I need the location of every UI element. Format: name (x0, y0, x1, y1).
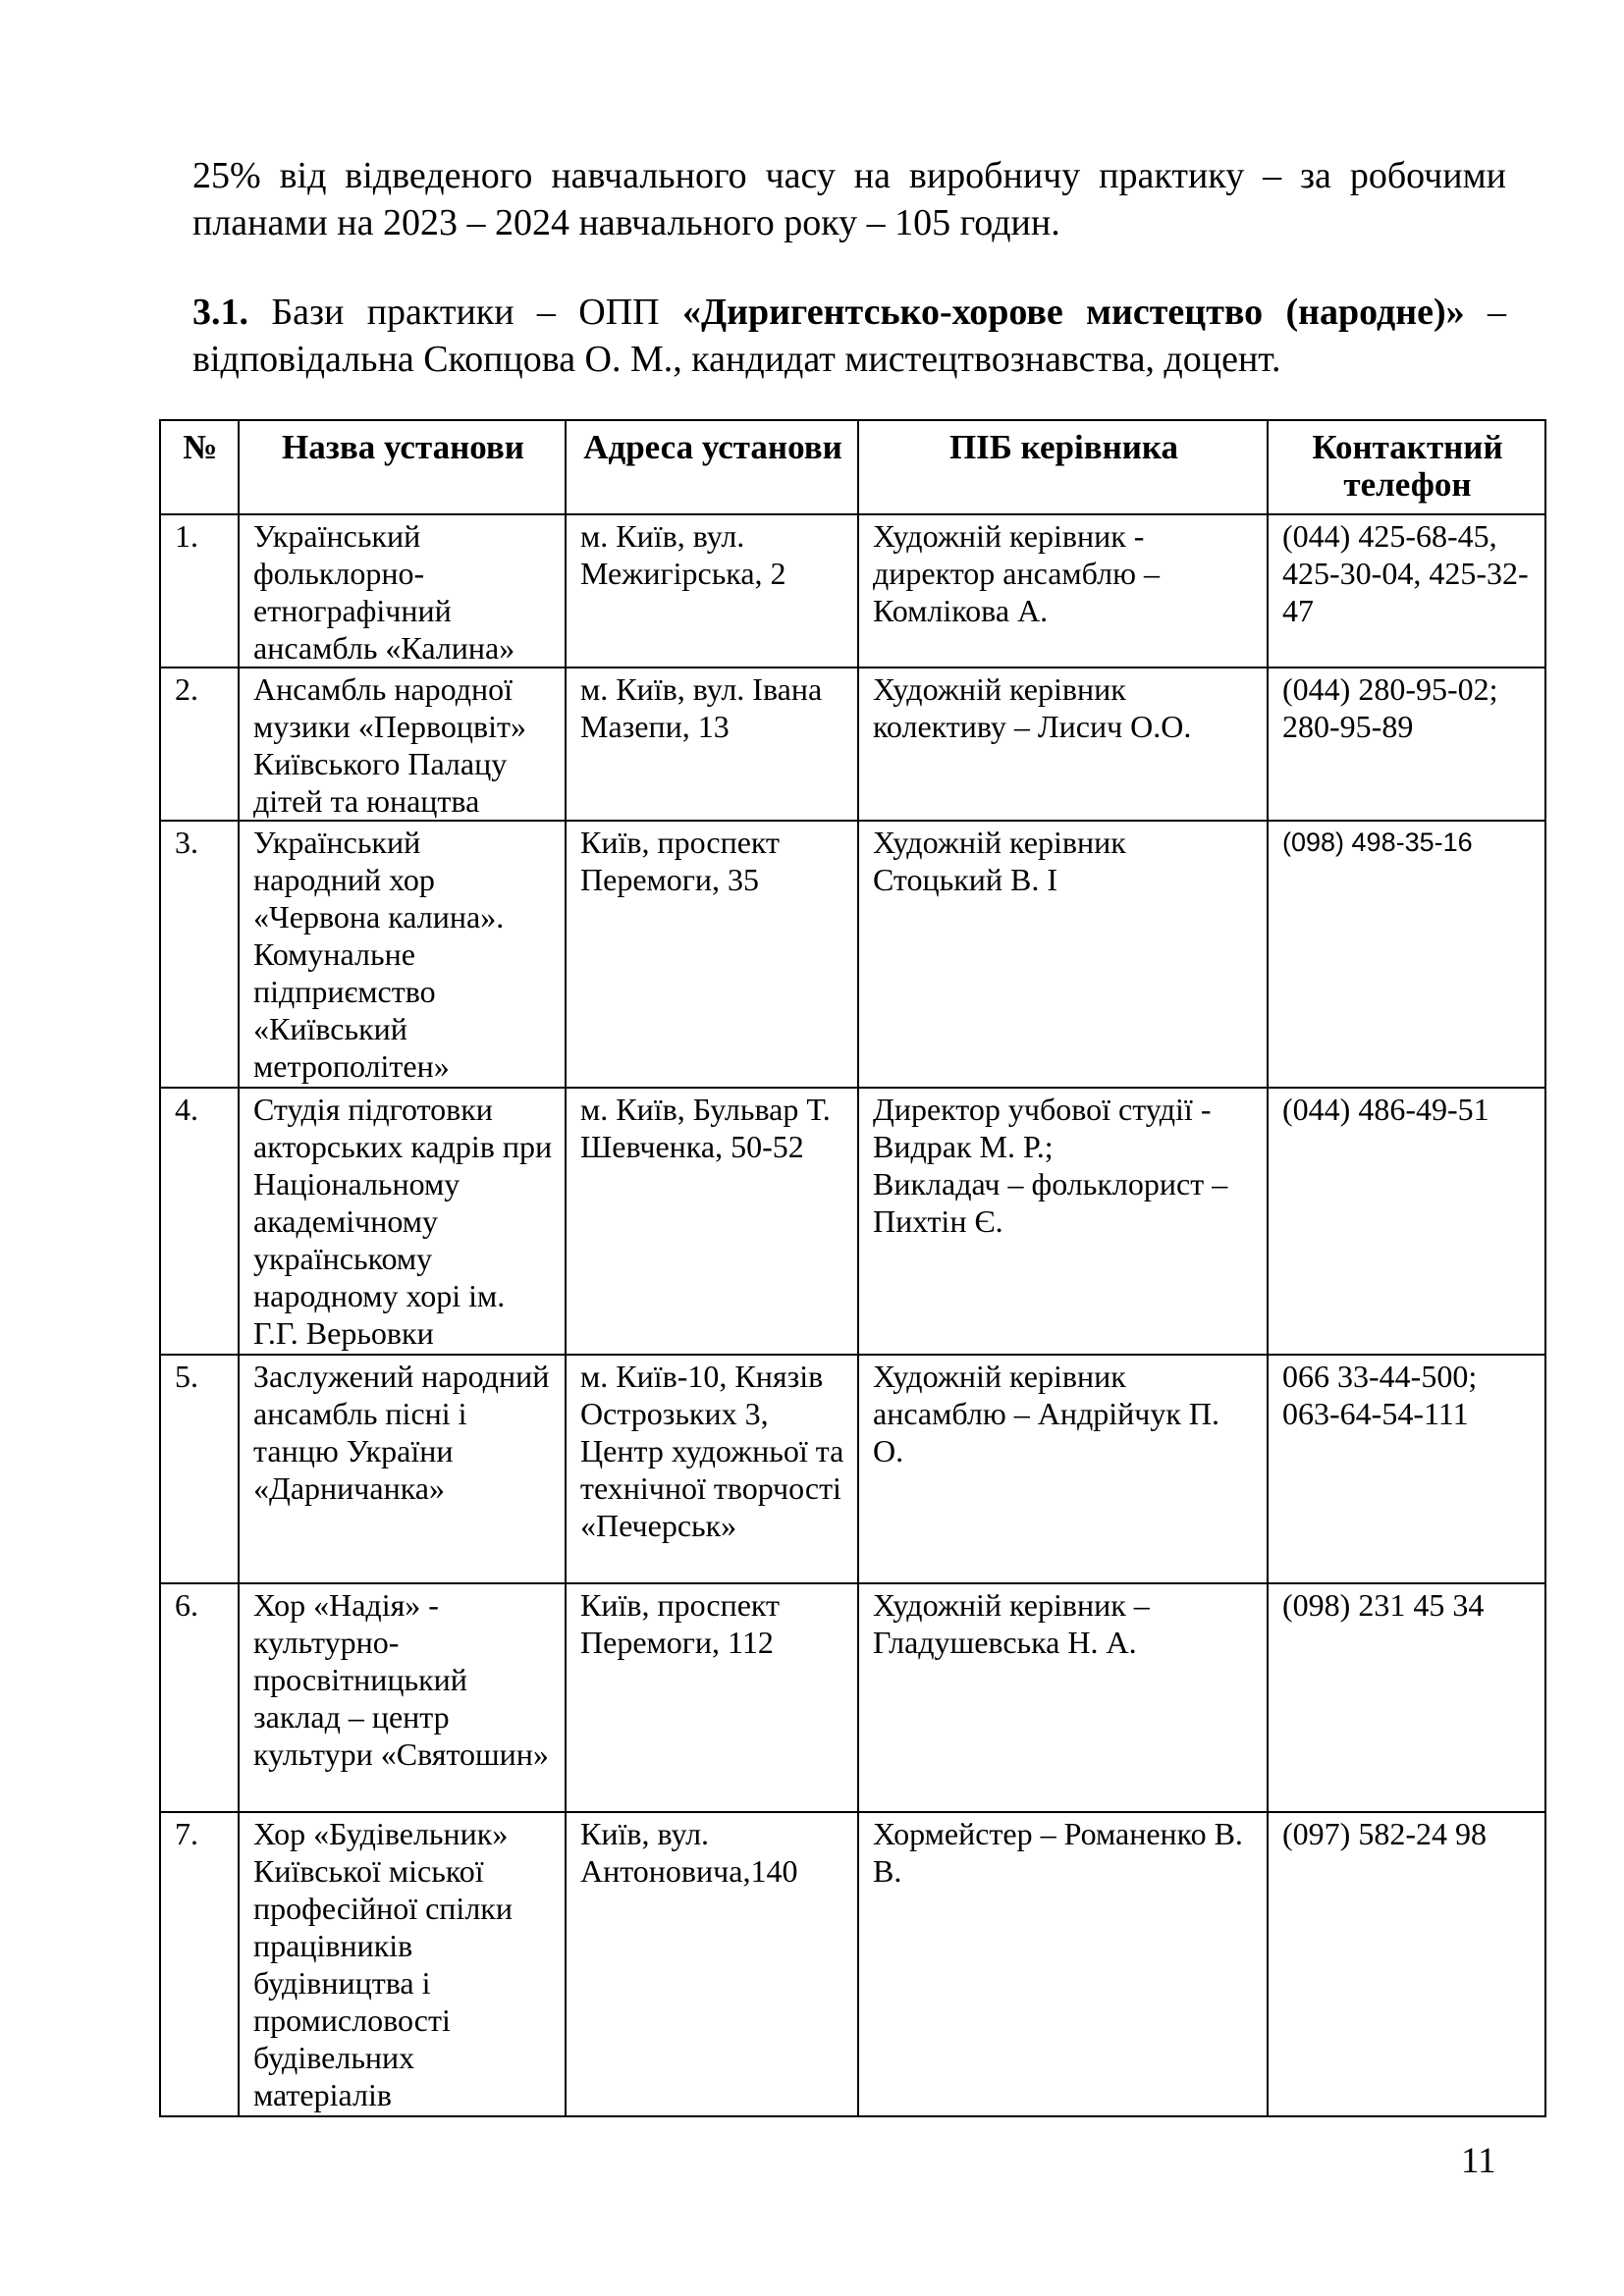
section-text-after: – відповідальна Скопцова О. М., кандидат мистецтвознавства, доцент. (192, 292, 1507, 380)
row-name: Український фольклорно-етнографічний ансамбль «Калина» (239, 514, 566, 667)
header-num: № (160, 420, 239, 514)
table-row (160, 667, 1545, 821)
intro-paragraph: 25% від відведеного навчального часу на виробничу практику – за робочими планами на 2023 – 2024 навчального року – 105 годин. (192, 155, 1506, 243)
row-num: 7. (160, 1812, 239, 2116)
row-phone: (098) 498-35-16 (1268, 821, 1545, 1088)
header-name: Назва установи (239, 420, 566, 514)
row-head: Хормейстер – Романенко В. В. (858, 1812, 1268, 2116)
row-num: 6. (160, 1583, 239, 1812)
row-head (858, 1088, 1268, 1355)
header-head: ПІБ керівника (858, 420, 1268, 514)
row-address: м. Київ, вул. Івана Мазепи, 13 (566, 667, 858, 821)
row-phone: 066 33-44-500; 063-64-54-111 (1268, 1355, 1545, 1583)
row-address: м. Київ, Бульвар Т. Шевченка, 50-52 (566, 1088, 858, 1355)
row-head-line: Викладач – фольклорист – Пихтін Є. (873, 1166, 1228, 1239)
page-number: 11 (1461, 2141, 1496, 2181)
row-address: м. Київ-10, Князів Острозьких 3, Центр художньої та технічної творчості «Печерськ» (566, 1355, 858, 1583)
row-head: Художній керівник - директор ансамблю – Комлікова А. (858, 514, 1268, 667)
section-text-before: Бази практики – ОПП (248, 292, 682, 333)
header-phone: Контактний телефон (1268, 420, 1545, 514)
program-name: «Диригентсько-хорове мистецтво (народне)» (681, 292, 1465, 333)
section-paragraph (192, 289, 1506, 383)
row-address: м. Київ, вул. Межигірська, 2 (566, 514, 858, 667)
row-num: 4. (160, 1088, 239, 1355)
row-phone: (044) 486-49-51 (1268, 1088, 1545, 1355)
section-number: 3.1. (192, 292, 248, 333)
row-phone: (097) 582-24 98 (1268, 1812, 1545, 2116)
row-head: Художній керівник – Гладушевська Н. А. (858, 1583, 1268, 1812)
row-name: Ансамбль народної музики «Первоцвіт» Київського Палацу дітей та юнацтва (239, 667, 566, 821)
row-name: Хор «Надія» - культурно-просвітницький заклад – центр культури «Святошин» (239, 1583, 566, 1812)
row-num: 1. (160, 514, 239, 667)
table-row (160, 821, 1545, 1088)
table-row (160, 1088, 1545, 1355)
table-row (160, 1583, 1545, 1812)
row-head: Художній керівник Стоцький В. І (858, 821, 1268, 1088)
row-num: 3. (160, 821, 239, 1088)
table-row (160, 1355, 1545, 1583)
row-phone: (098) 231 45 34 (1268, 1583, 1545, 1812)
practice-bases-table (159, 419, 1546, 2117)
row-name: Український народний хор «Червона калина». Комунальне підприємство «Київський метрополітен» (239, 821, 566, 1088)
row-name: Хор «Будівельник» Київської міської професійної спілки працівників будівництва і промисловості будівельних матеріалів (239, 1812, 566, 2116)
row-name: Заслужений народний ансамбль пісні і танцю України «Дарничанка» (239, 1355, 566, 1583)
row-name: Студія підготовки акторських кадрів при Національному академічному українському народному хорі ім. Г.Г. Верьовки (239, 1088, 566, 1355)
row-head: Художній керівник ансамблю – Андрійчук П. О. (858, 1355, 1268, 1583)
table-row (160, 514, 1545, 667)
row-num: 2. (160, 667, 239, 821)
row-address: Київ, проспект Перемоги, 35 (566, 821, 858, 1088)
row-num: 5. (160, 1355, 239, 1583)
row-phone: (044) 425-68-45, 425-30-04, 425-32-47 (1268, 514, 1545, 667)
header-address: Адреса установи (566, 420, 858, 514)
row-head: Художній керівник колективу – Лисич О.О. (858, 667, 1268, 821)
row-phone: (044) 280-95-02; 280-95-89 (1268, 667, 1545, 821)
table-row (160, 1812, 1545, 2116)
table-header-row (160, 420, 1545, 514)
row-head-line: Директор учбової студії - Видрак М. Р.; (873, 1092, 1212, 1164)
row-address: Київ, проспект Перемоги, 112 (566, 1583, 858, 1812)
row-address: Київ, вул. Антоновича,140 (566, 1812, 858, 2116)
